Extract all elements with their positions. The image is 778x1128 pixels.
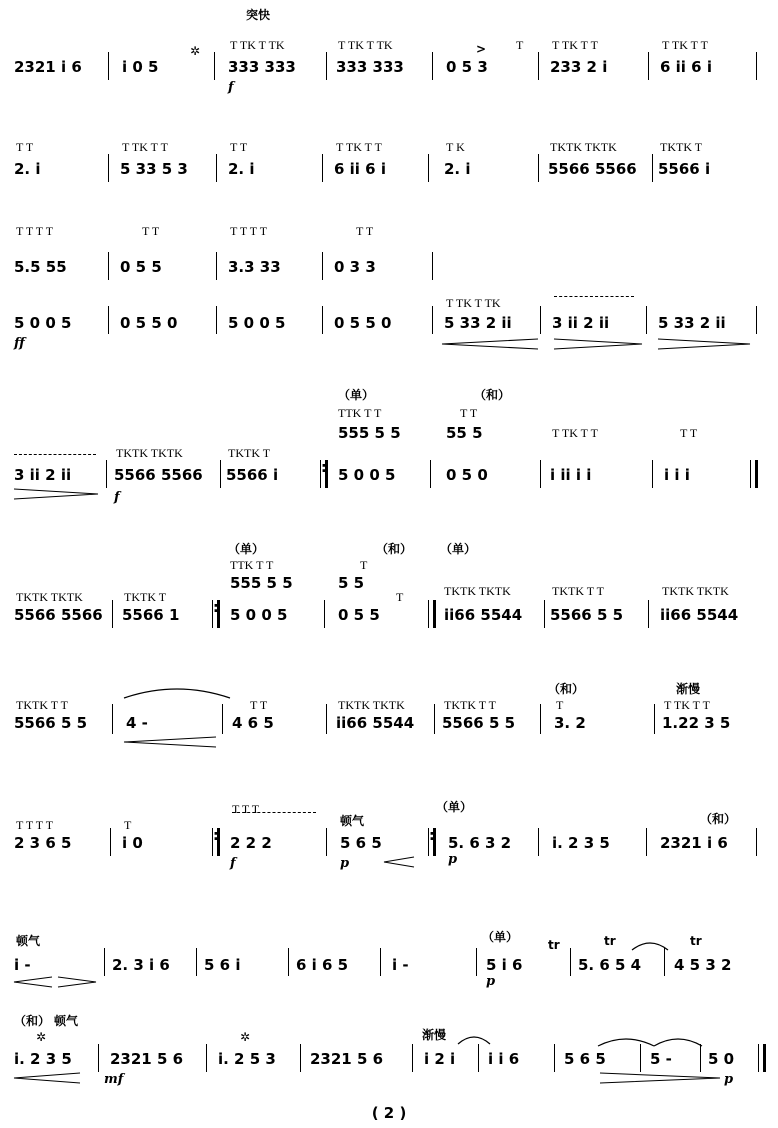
barline: [216, 306, 217, 334]
measure-1-2: i 0 5: [122, 58, 159, 76]
tremolo-symbol: ✲: [190, 44, 201, 58]
measure-9-1: i. 2 3 5: [14, 1050, 72, 1068]
measure-6-5: 5566 5 5: [442, 714, 516, 732]
dynamic-forte: f: [228, 80, 234, 95]
measure-8-1: i -: [14, 956, 31, 974]
measure-2-1: 2. i: [14, 160, 41, 178]
tonguing-3u-1: T T T T: [16, 224, 54, 238]
tonguing-6-3: T T: [250, 698, 268, 712]
barline: [664, 948, 665, 976]
tonguing-7-3: T T T: [232, 802, 260, 816]
tonguing-2-1: T T: [16, 140, 34, 154]
marking-single: （单）: [228, 542, 265, 556]
dashed-bracket: [14, 454, 96, 455]
measure-6-3: 4 6 5: [232, 714, 274, 732]
repeat-end-barline: [428, 600, 436, 628]
barline: [110, 828, 111, 856]
lower-measure-3-4: 0 5 5 0: [334, 314, 392, 332]
measure-5-4: 0 5 5: [338, 606, 380, 624]
tonguing-6-4: TKTK TKTK: [338, 698, 405, 712]
upper-measure-4-5: 55 5: [446, 424, 483, 442]
tonguing-2-3: T T: [230, 140, 248, 154]
barline: [540, 704, 541, 734]
measure-5-3: 5 0 0 5: [230, 606, 288, 624]
barline: [324, 600, 325, 628]
barline: [540, 306, 541, 334]
measure-7-2: i 0: [122, 834, 143, 852]
upper-measure-3-4: 0 3 3: [334, 258, 376, 276]
measure-9-3: i. 2 5 3: [218, 1050, 276, 1068]
marking-gradual-slow: 渐慢: [676, 682, 701, 696]
tonguing-4-3: TKTK T: [228, 446, 271, 460]
crescendo-hairpin: [440, 338, 540, 350]
upper-measure-4-4: 555 5 5: [338, 424, 401, 442]
lower-measure-3-7: 5 33 2 ii: [658, 314, 726, 332]
measure-5-7: ii66 5544: [660, 606, 739, 624]
marking-single: （单）: [338, 388, 375, 402]
marking-single: （单）: [482, 930, 519, 944]
tonguing-6-6: T: [556, 698, 564, 712]
barline: [222, 704, 223, 734]
tonguing-6-1: TKTK T T: [16, 698, 69, 712]
barline: [196, 948, 197, 976]
dynamic-piano: p: [486, 974, 496, 989]
measure-6-6: 3. 2: [554, 714, 586, 732]
barline: [538, 154, 539, 182]
measure-9-4: 2321 5 6: [310, 1050, 384, 1068]
repeat-start-barline: [212, 828, 220, 856]
measure-4-3: 5566 i: [226, 466, 279, 484]
repeat-end-barline: [750, 460, 758, 488]
diminuendo-hairpin: [552, 338, 644, 350]
marking-together: （和）: [548, 682, 585, 696]
measure-2-2: 5 33 5 3: [120, 160, 188, 178]
tonguing-6-7: T TK T T: [664, 698, 710, 712]
tonguing-5-1: TKTK TKTK: [16, 590, 83, 604]
dynamic-forte: f: [114, 490, 120, 505]
tremolo-symbol: ✲: [240, 1030, 251, 1044]
marking-together: （和）: [474, 388, 511, 402]
measure-8-5: i -: [392, 956, 409, 974]
tonguing-7-1: T T T T: [16, 818, 54, 832]
barline: [300, 1044, 301, 1072]
barline: [476, 948, 477, 976]
measure-1-3: 333 333: [228, 58, 296, 76]
measure-4-4: 5 0 0 5: [338, 466, 396, 484]
tonguing-5-2: TKTK T: [124, 590, 167, 604]
measure-2-5: 2. i: [444, 160, 471, 178]
measure-1-5: 0 5 3: [446, 58, 488, 76]
measure-1-7: 6 ii 6 i: [660, 58, 712, 76]
measure-9-6: i i 6: [488, 1050, 520, 1068]
diminuendo-hairpin: [12, 488, 100, 500]
measure-9-7: 5 6 5: [564, 1050, 606, 1068]
repeat-start-barline: [320, 460, 328, 488]
barline: [108, 306, 109, 334]
tonguing-4-2: TKTK TKTK: [116, 446, 183, 460]
measure-5-1: 5566 5566: [14, 606, 103, 624]
trill-mark: tr: [548, 938, 560, 952]
barline: [540, 460, 541, 488]
trill-mark: tr: [690, 934, 702, 948]
measure-2-3: 2. i: [228, 160, 255, 178]
barline: [108, 252, 109, 280]
upper-measure-5-4: 5 5: [338, 574, 365, 592]
measure-6-7: 1.22 3 5: [662, 714, 731, 732]
measure-7-4: 5 6 5: [340, 834, 382, 852]
marking-single: （单）: [440, 542, 477, 556]
measure-5-6: 5566 5 5: [550, 606, 624, 624]
measure-8-8: 4 5 3 2: [674, 956, 732, 974]
marking-breath: 顿气: [340, 814, 365, 828]
marking-together: （和）: [14, 1014, 51, 1028]
barline: [478, 1044, 479, 1072]
tonguing-4-upper-2: T T: [460, 406, 478, 420]
upper-measure-3-1: 5.5 55: [14, 258, 67, 276]
dynamic-forte: f: [230, 856, 236, 871]
dynamic-fortissimo: ff: [14, 336, 25, 351]
barline: [646, 306, 647, 334]
barline: [380, 948, 381, 976]
measure-2-7: 5566 i: [658, 160, 711, 178]
tonguing-3l-5: T TK T TK: [446, 296, 501, 310]
barline: [322, 306, 323, 334]
marking-breath: 顿气: [54, 1014, 79, 1028]
barline: [652, 154, 653, 182]
barline: [322, 154, 323, 182]
measure-5-2: 5566 1: [122, 606, 180, 624]
measure-8-2: 2. 3 i 6: [112, 956, 170, 974]
dynamic-piano: p: [340, 856, 350, 871]
tonguing-1-3: T TK T TK: [230, 38, 285, 52]
barline: [206, 1044, 207, 1072]
tonguing-1-5: T: [516, 38, 524, 52]
measure-7-6: i. 2 3 5: [552, 834, 610, 852]
barline: [288, 948, 289, 976]
tonguing-1-4: T TK T TK: [338, 38, 393, 52]
crescendo-diminuendo-hairpin: [12, 976, 98, 988]
barline: [104, 948, 105, 976]
barline: [112, 600, 113, 628]
measure-9-9: 5 0: [708, 1050, 735, 1068]
marking-breath: 顿气: [16, 934, 41, 948]
accent-mark: >: [476, 42, 487, 56]
lower-measure-3-6: 3 ii 2 ii: [552, 314, 610, 332]
upper-measure-3-3: 3.3 33: [228, 258, 281, 276]
diminuendo-hairpin: [656, 338, 752, 350]
measure-9-5: i 2 i: [424, 1050, 456, 1068]
measure-5-5: ii66 5544: [444, 606, 523, 624]
barline: [756, 306, 757, 334]
diminuendo-hairpin: [598, 1072, 722, 1084]
measure-1-4: 333 333: [336, 58, 404, 76]
measure-4-7: i i i: [664, 466, 690, 484]
measure-6-2: 4 -: [126, 714, 148, 732]
crescendo-hairpin: [382, 856, 416, 868]
tonguing-4-7: T T: [680, 426, 698, 440]
lower-measure-3-5: 5 33 2 ii: [444, 314, 512, 332]
barline: [432, 252, 433, 280]
barline: [216, 252, 217, 280]
measure-2-4: 6 ii 6 i: [334, 160, 386, 178]
barline: [700, 1044, 701, 1072]
measure-8-7: 5. 6 5 4: [578, 956, 642, 974]
barline: [432, 52, 433, 80]
lower-measure-3-3: 5 0 0 5: [228, 314, 286, 332]
tonguing-5-6: TKTK T T: [552, 584, 605, 598]
barline: [216, 154, 217, 182]
measure-4-2: 5566 5566: [114, 466, 203, 484]
marking-single: （单）: [436, 800, 473, 814]
barline: [98, 1044, 99, 1072]
tie: [596, 1034, 706, 1048]
barline: [544, 600, 545, 628]
tonguing-2-5: T K: [446, 140, 465, 154]
barline: [220, 460, 221, 488]
marking-gradual-slow: 渐慢: [422, 1028, 447, 1042]
slur: [456, 1032, 492, 1046]
lower-measure-3-1: 5 0 0 5: [14, 314, 72, 332]
measure-2-6: 5566 5566: [548, 160, 637, 178]
barline: [326, 52, 327, 80]
barline: [428, 154, 429, 182]
tonguing-1-6: T TK T T: [552, 38, 598, 52]
barline: [648, 600, 649, 628]
barline: [412, 1044, 413, 1072]
upper-measure-5-3: 555 5 5: [230, 574, 293, 592]
barline: [640, 1044, 641, 1072]
marking-together: （和）: [376, 542, 413, 556]
trill-mark: tr: [604, 934, 616, 948]
measure-4-1: 3 ii 2 ii: [14, 466, 72, 484]
dashed-bracket: [554, 296, 634, 297]
final-barline: [758, 1044, 766, 1072]
measure-9-8: 5 -: [650, 1050, 672, 1068]
tonguing-7-2: T: [124, 818, 132, 832]
barline: [108, 52, 109, 80]
repeat-start-barline: [212, 600, 220, 628]
measure-7-5: 5. 6 3 2: [448, 834, 512, 852]
barline: [648, 52, 649, 80]
tonguing-2-4: T TK T T: [336, 140, 382, 154]
barline: [326, 704, 327, 734]
barline: [756, 828, 757, 856]
tonguing-5-4: T: [396, 590, 404, 604]
barline: [554, 1044, 555, 1072]
tonguing-6-5: TKTK T T: [444, 698, 497, 712]
barline: [434, 704, 435, 734]
measure-1-6: 233 2 i: [550, 58, 608, 76]
tonguing-2-2: T TK T T: [122, 140, 168, 154]
dynamic-mezzo-forte: mf: [104, 1072, 124, 1087]
tonguing-3u-4: T T: [356, 224, 374, 238]
barline: [326, 828, 327, 856]
measure-8-3: 5 6 i: [204, 956, 241, 974]
lower-measure-3-2: 0 5 5 0: [120, 314, 178, 332]
upper-measure-3-2: 0 5 5: [120, 258, 162, 276]
tonguing-3u-3: T T T T: [230, 224, 268, 238]
tonguing-2-7: TKTK T: [660, 140, 703, 154]
barline: [756, 52, 757, 80]
measure-1-1: 2321 i 6: [14, 58, 82, 76]
tempo-marking-sudden-fast: 突快: [246, 8, 271, 22]
measure-9-2: 2321 5 6: [110, 1050, 184, 1068]
barline: [214, 52, 215, 80]
tonguing-1-7: T TK T T: [662, 38, 708, 52]
measure-4-5: 0 5 0: [446, 466, 488, 484]
barline: [570, 948, 571, 976]
measure-6-1: 5566 5 5: [14, 714, 88, 732]
slur: [122, 684, 232, 700]
barline: [538, 52, 539, 80]
measure-8-6: 5 i 6: [486, 956, 523, 974]
dynamic-piano: p: [448, 852, 458, 867]
tonguing-5-upper-4: T: [360, 558, 368, 572]
page-number: ( 2 ): [371, 1104, 407, 1122]
barline: [106, 460, 107, 488]
tonguing-4-upper-1: TTK T T: [338, 406, 382, 420]
dynamic-piano: p: [724, 1072, 734, 1087]
tonguing-5-upper-3: TTK T T: [230, 558, 274, 572]
barline: [108, 154, 109, 182]
measure-7-3: 2 2 2: [230, 834, 272, 852]
crescendo-hairpin: [12, 1072, 82, 1084]
measure-4-6: i ii i i: [550, 466, 592, 484]
crescendo-hairpin: [122, 736, 218, 748]
tremolo-symbol: ✲: [36, 1030, 47, 1044]
tonguing-5-7: TKTK TKTK: [662, 584, 729, 598]
marking-together: （和）: [700, 812, 737, 826]
measure-6-4: ii66 5544: [336, 714, 415, 732]
tonguing-5-5: TKTK TKTK: [444, 584, 511, 598]
tonguing-4-6: T TK T T: [552, 426, 598, 440]
barline: [432, 306, 433, 334]
measure-8-4: 6 i 6 5: [296, 956, 349, 974]
barline: [646, 828, 647, 856]
tonguing-2-6: TKTK TKTK: [550, 140, 617, 154]
repeat-end-barline: [428, 828, 436, 856]
barline: [112, 704, 113, 734]
tonguing-3u-2: T T: [142, 224, 160, 238]
barline: [430, 460, 431, 488]
barline: [652, 460, 653, 488]
barline: [654, 704, 655, 734]
barline: [538, 828, 539, 856]
measure-7-7: 2321 i 6: [660, 834, 728, 852]
measure-7-1: 2 3 6 5: [14, 834, 72, 852]
barline: [322, 252, 323, 280]
